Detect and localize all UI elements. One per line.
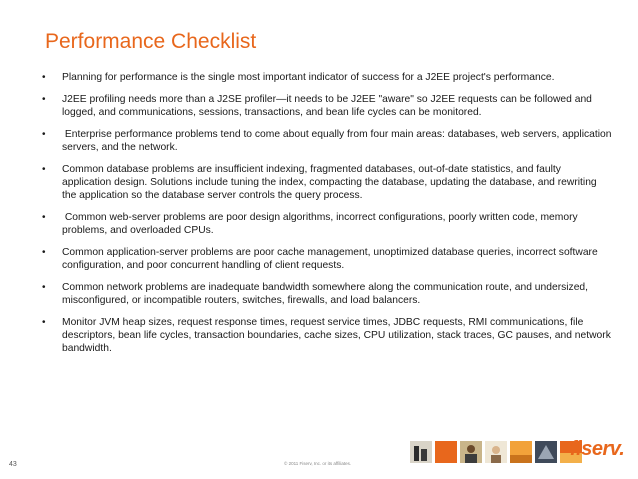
bullet-text: J2EE profiling needs more than a J2SE profiler—it needs to be J2EE "aware" so J2EE requests can be followed and logged, and communications, sessions, transactions, and bean life cycles can be monitored.: [62, 94, 592, 118]
bullet-item: [40, 93, 612, 119]
bullet-icon: •: [42, 247, 46, 258]
bullet-text: Enterprise performance problems tend to come about equally from four main areas: databases, web servers, application servers, and the network.: [62, 129, 615, 153]
bullet-icon: •: [42, 129, 46, 140]
page-number: 43: [9, 461, 17, 468]
fiserv-logo: fiserv.: [570, 438, 625, 460]
bullet-icon: •: [42, 164, 46, 175]
bullet-item: [40, 128, 615, 154]
photo-thumbnail: [535, 441, 557, 463]
bullet-item: [40, 316, 612, 355]
bullet-item: [40, 71, 612, 84]
bullet-icon: •: [42, 72, 46, 83]
slide-title: Performance Checklist: [45, 30, 257, 53]
bullet-item: [40, 246, 612, 272]
bullet-item: [40, 163, 612, 202]
bullet-text: Planning for performance is the single most important indicator of success for a J2EE project's performance.: [62, 72, 555, 83]
photo-thumbnail: [460, 441, 482, 463]
bullet-icon: •: [42, 94, 46, 105]
bullet-text: Common web-server problems are poor design algorithms, incorrect configurations, poorly written code, memory problems, and overloaded CPUs.: [62, 212, 581, 236]
photo-thumbnail: [410, 441, 432, 463]
bullet-icon: •: [42, 212, 46, 223]
bullet-icon: •: [42, 317, 46, 328]
bullet-item: [40, 281, 612, 307]
bullet-text: Common database problems are insufficient indexing, fragmented databases, out-of-date statistics, and faulty application design. Solutions include tuning the index, compacting the database, updating the database, and rewriting the application so the database server controls the query process.: [62, 164, 597, 201]
bullet-icon: •: [42, 282, 46, 293]
photo-thumbnail: [510, 441, 532, 463]
photo-thumbnail: [435, 441, 457, 463]
copyright-text: © 2011 Fiserv, Inc. or its affiliates.: [284, 461, 352, 466]
photo-thumbnail: [485, 441, 507, 463]
bullet-text: Common network problems are inadequate bandwidth somewhere along the communication route, and undersized, misconfigured, or incompatible routers, switches, firewalls, and load balancers.: [62, 282, 589, 306]
bullet-list: [40, 71, 615, 364]
bullet-text: Monitor JVM heap sizes, request response times, request service times, JDBC requests, RMI communications, file descriptors, bean life cycles, transaction boundaries, cache sizes, CPU utilization, stack traces, GC pauses, and network bandwidth.: [62, 317, 611, 354]
bullet-item: [40, 211, 612, 237]
bullet-text: Common application-server problems are poor cache management, unoptimized database queries, incorrect software configuration, and poor concurrent handling of client requests.: [62, 247, 598, 271]
